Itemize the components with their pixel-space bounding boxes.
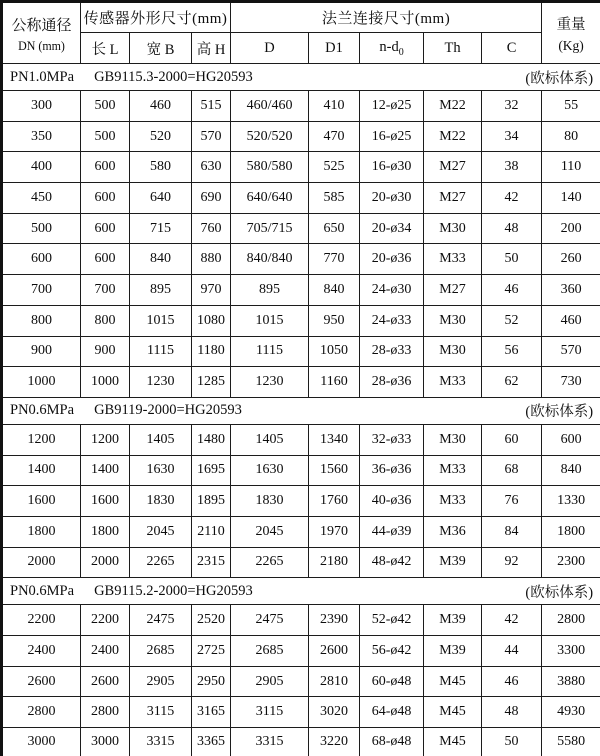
table-cell: 140: [542, 183, 600, 214]
table-cell: 1830: [231, 486, 309, 517]
table-cell: 84: [482, 516, 542, 547]
table-cell: 1015: [231, 305, 309, 336]
table-cell: 28-ø36: [360, 367, 424, 398]
table-cell: 350: [2, 121, 81, 152]
table-cell: 1000: [81, 367, 130, 398]
table-cell: 2265: [231, 547, 309, 578]
table-cell: 1630: [231, 455, 309, 486]
table-row: [2, 121, 600, 152]
group-header-sensor-dimensions: 传感器外形尺寸(mm): [81, 2, 231, 33]
table-cell: 2180: [309, 547, 360, 578]
table-row: [2, 605, 600, 636]
table-row: [2, 486, 600, 517]
table-cell: 2600: [2, 666, 81, 697]
table-cell: 690: [192, 183, 231, 214]
table-cell: 580: [130, 152, 192, 183]
table-cell: 2110: [192, 516, 231, 547]
col-header-height: 高 H: [192, 33, 231, 64]
table-cell: 1285: [192, 367, 231, 398]
table-cell: 3220: [309, 728, 360, 756]
table-cell: 52: [482, 305, 542, 336]
table-row: [2, 455, 600, 486]
table-cell: 500: [2, 213, 81, 244]
table-cell: 4930: [542, 697, 600, 728]
table-cell: 460: [130, 91, 192, 122]
table-cell: 1970: [309, 516, 360, 547]
table-cell: M45: [424, 728, 482, 756]
table-cell: 3300: [542, 636, 600, 667]
table-cell: M33: [424, 244, 482, 275]
table-cell: 46: [482, 666, 542, 697]
table-cell: 1340: [309, 424, 360, 455]
table-cell: 840: [542, 455, 600, 486]
table-cell: 705/715: [231, 213, 309, 244]
table-cell: 1200: [81, 424, 130, 455]
table-cell: 16-ø25: [360, 121, 424, 152]
table-cell: 28-ø33: [360, 336, 424, 367]
table-cell: M22: [424, 121, 482, 152]
table-cell: 55: [542, 91, 600, 122]
table-cell: 3020: [309, 697, 360, 728]
table-cell: 520/520: [231, 121, 309, 152]
table-cell: 42: [482, 183, 542, 214]
table-cell: M39: [424, 636, 482, 667]
table-cell: 585: [309, 183, 360, 214]
table-cell: 3115: [130, 697, 192, 728]
table-cell: M36: [424, 516, 482, 547]
table-cell: 50: [482, 244, 542, 275]
table-cell: 46: [482, 275, 542, 306]
section-header-cell: [2, 64, 600, 91]
table-cell: 1000: [2, 367, 81, 398]
table-row: [2, 305, 600, 336]
table-row: [2, 547, 600, 578]
table-cell: 80: [542, 121, 600, 152]
table-cell: 3315: [231, 728, 309, 756]
table-cell: 48-ø42: [360, 547, 424, 578]
table-cell: 2300: [542, 547, 600, 578]
table-cell: 62: [482, 367, 542, 398]
table-cell: 2000: [2, 547, 81, 578]
table-cell: 2045: [130, 516, 192, 547]
table-cell: 20-ø30: [360, 183, 424, 214]
table-cell: M45: [424, 666, 482, 697]
table-cell: 2265: [130, 547, 192, 578]
table-cell: 1180: [192, 336, 231, 367]
table-cell: 525: [309, 152, 360, 183]
table-cell: 24-ø33: [360, 305, 424, 336]
table-cell: 895: [130, 275, 192, 306]
table-cell: 44-ø39: [360, 516, 424, 547]
table-cell: 56: [482, 336, 542, 367]
table-cell: 2800: [81, 697, 130, 728]
table-cell: 800: [2, 305, 81, 336]
table-cell: 2520: [192, 605, 231, 636]
table-row: [2, 152, 600, 183]
table-cell: M33: [424, 367, 482, 398]
table-cell: 1630: [130, 455, 192, 486]
section-standard-code: GB9119-2000=HG20593: [94, 402, 242, 419]
table-cell: 3000: [2, 728, 81, 756]
section-pressure-rating: PN0.6MPa: [10, 582, 75, 599]
table-cell: 20-ø36: [360, 244, 424, 275]
table-cell: 760: [192, 213, 231, 244]
table-cell: 60: [482, 424, 542, 455]
table-cell: 2200: [81, 605, 130, 636]
table-cell: 700: [2, 275, 81, 306]
table-cell: M39: [424, 547, 482, 578]
table-cell: 840: [130, 244, 192, 275]
table-cell: 600: [81, 183, 130, 214]
table-cell: 950: [309, 305, 360, 336]
table-cell: 895: [231, 275, 309, 306]
table-cell: 12-ø25: [360, 91, 424, 122]
table-cell: 5580: [542, 728, 600, 756]
table-row: [2, 424, 600, 455]
section-standard-code: GB9115.2-2000=HG20593: [94, 582, 253, 599]
table-cell: 600: [542, 424, 600, 455]
table-cell: 640: [130, 183, 192, 214]
table-cell: M30: [424, 336, 482, 367]
table-cell: 715: [130, 213, 192, 244]
table-cell: 40-ø36: [360, 486, 424, 517]
table-cell: 400: [2, 152, 81, 183]
table-cell: 570: [192, 121, 231, 152]
table-cell: 515: [192, 91, 231, 122]
table-cell: 1800: [2, 516, 81, 547]
table-cell: 200: [542, 213, 600, 244]
table-cell: 52-ø42: [360, 605, 424, 636]
table-cell: 880: [192, 244, 231, 275]
table-cell: 2400: [2, 636, 81, 667]
table-cell: 32-ø33: [360, 424, 424, 455]
table-cell: 900: [2, 336, 81, 367]
section-pressure-rating: PN1.0MPa: [10, 68, 75, 85]
col-header-dn: [2, 2, 81, 64]
table-cell: 3165: [192, 697, 231, 728]
table-cell: 2600: [81, 666, 130, 697]
table-cell: M27: [424, 183, 482, 214]
table-cell: 360: [542, 275, 600, 306]
table-cell: M30: [424, 305, 482, 336]
table-cell: M27: [424, 152, 482, 183]
section-standard-note: (欧标体系): [525, 70, 594, 87]
table-cell: 640/640: [231, 183, 309, 214]
table-header: [2, 2, 600, 64]
table-cell: 1115: [231, 336, 309, 367]
table-cell: 2600: [309, 636, 360, 667]
table-cell: 2400: [81, 636, 130, 667]
table-cell: M22: [424, 91, 482, 122]
col-header-nd0: [360, 33, 424, 64]
section-header-row: [2, 64, 600, 91]
table-cell: 64-ø48: [360, 697, 424, 728]
table-cell: 460: [542, 305, 600, 336]
table-cell: 92: [482, 547, 542, 578]
table-cell: 24-ø30: [360, 275, 424, 306]
nd0-subscript: 0: [398, 46, 404, 58]
col-header-length: 长 L: [81, 33, 130, 64]
table-cell: 2200: [2, 605, 81, 636]
table-cell: 1400: [2, 455, 81, 486]
table-cell: 60-ø48: [360, 666, 424, 697]
col-header-c: C: [482, 33, 542, 64]
table-cell: 580/580: [231, 152, 309, 183]
table-cell: 1330: [542, 486, 600, 517]
table-cell: M27: [424, 275, 482, 306]
table-cell: 450: [2, 183, 81, 214]
table-cell: 34: [482, 121, 542, 152]
table-cell: 970: [192, 275, 231, 306]
weight-label-unit: (Kg): [558, 37, 584, 53]
table-cell: 1560: [309, 455, 360, 486]
table-cell: 1115: [130, 336, 192, 367]
table-cell: 1830: [130, 486, 192, 517]
table-cell: 570: [542, 336, 600, 367]
table-cell: 500: [81, 121, 130, 152]
table-cell: 2905: [130, 666, 192, 697]
table-row: [2, 336, 600, 367]
table-cell: 2475: [130, 605, 192, 636]
table-cell: M30: [424, 213, 482, 244]
table-cell: 20-ø34: [360, 213, 424, 244]
table-cell: 2905: [231, 666, 309, 697]
table-cell: 1405: [130, 424, 192, 455]
col-header-d: D: [231, 33, 309, 64]
table-cell: 2810: [309, 666, 360, 697]
table-cell: 600: [2, 244, 81, 275]
table-cell: 900: [81, 336, 130, 367]
section-standard-note: (欧标体系): [525, 584, 594, 601]
table-row: [2, 275, 600, 306]
table-cell: 410: [309, 91, 360, 122]
table-cell: 700: [81, 275, 130, 306]
table-cell: 1015: [130, 305, 192, 336]
table-cell: 3365: [192, 728, 231, 756]
table-cell: M33: [424, 455, 482, 486]
section-header-row: [2, 397, 600, 424]
table-cell: 36-ø36: [360, 455, 424, 486]
table-cell: 2800: [2, 697, 81, 728]
section-standard-code: GB9115.3-2000=HG20593: [94, 68, 253, 85]
table-cell: 1230: [130, 367, 192, 398]
table-cell: 42: [482, 605, 542, 636]
table-row: [2, 367, 600, 398]
table-cell: 1405: [231, 424, 309, 455]
table-row: [2, 666, 600, 697]
table-cell: 1600: [81, 486, 130, 517]
table-cell: 110: [542, 152, 600, 183]
table-cell: 840: [309, 275, 360, 306]
table-cell: 1760: [309, 486, 360, 517]
table-cell: 1480: [192, 424, 231, 455]
table-cell: 1080: [192, 305, 231, 336]
table-cell: 460/460: [231, 91, 309, 122]
table-cell: 2725: [192, 636, 231, 667]
table-cell: 800: [81, 305, 130, 336]
table-cell: 1400: [81, 455, 130, 486]
header-row-groups: [2, 2, 600, 33]
table-cell: 2000: [81, 547, 130, 578]
table-cell: 38: [482, 152, 542, 183]
table-row: [2, 91, 600, 122]
table-row: [2, 183, 600, 214]
table-cell: 56-ø42: [360, 636, 424, 667]
table-cell: 48: [482, 697, 542, 728]
table-row: [2, 728, 600, 756]
table-row: [2, 213, 600, 244]
table-cell: 1230: [231, 367, 309, 398]
table-cell: 16-ø30: [360, 152, 424, 183]
table-cell: 600: [81, 152, 130, 183]
table-cell: 2800: [542, 605, 600, 636]
table-cell: 470: [309, 121, 360, 152]
table-cell: 48: [482, 213, 542, 244]
section-pressure-rating: PN0.6MPa: [10, 402, 75, 419]
table-cell: 68-ø48: [360, 728, 424, 756]
table-cell: 600: [81, 213, 130, 244]
table-cell: 520: [130, 121, 192, 152]
col-header-width: 宽 B: [130, 33, 192, 64]
table-cell: 3880: [542, 666, 600, 697]
section-standard-note: (欧标体系): [525, 404, 594, 421]
table-cell: 600: [81, 244, 130, 275]
table-cell: 300: [2, 91, 81, 122]
table-cell: 770: [309, 244, 360, 275]
table-cell: 1800: [542, 516, 600, 547]
table-cell: 2685: [130, 636, 192, 667]
table-cell: M45: [424, 697, 482, 728]
table-row: [2, 697, 600, 728]
table-cell: 2045: [231, 516, 309, 547]
weight-label-cn: 重量: [556, 16, 586, 33]
table-cell: M30: [424, 424, 482, 455]
table-cell: 1800: [81, 516, 130, 547]
table-row: [2, 244, 600, 275]
table-cell: 730: [542, 367, 600, 398]
section-header-cell: [2, 578, 600, 605]
group-header-flange-dimensions: 法兰连接尺寸(mm): [231, 2, 542, 33]
table-cell: 1050: [309, 336, 360, 367]
col-header-d1: D1: [309, 33, 360, 64]
table-cell: 2390: [309, 605, 360, 636]
table-cell: 260: [542, 244, 600, 275]
col-header-th: Th: [424, 33, 482, 64]
table-cell: 1600: [2, 486, 81, 517]
nd0-base: n-d: [379, 38, 399, 55]
table-cell: 3000: [81, 728, 130, 756]
table-row: [2, 516, 600, 547]
table-cell: 50: [482, 728, 542, 756]
table-cell: 630: [192, 152, 231, 183]
table-row: [2, 636, 600, 667]
table-cell: M33: [424, 486, 482, 517]
table-cell: 500: [81, 91, 130, 122]
dn-label-cn: 公称通径: [11, 18, 72, 35]
table-cell: 32: [482, 91, 542, 122]
table-cell: 2685: [231, 636, 309, 667]
table-cell: 1200: [2, 424, 81, 455]
table-cell: M39: [424, 605, 482, 636]
header-row-subcolumns: [2, 33, 600, 64]
table-cell: 840/840: [231, 244, 309, 275]
table-cell: 2950: [192, 666, 231, 697]
table-cell: 1895: [192, 486, 231, 517]
table-cell: 2315: [192, 547, 231, 578]
table-cell: 44: [482, 636, 542, 667]
table-cell: 1160: [309, 367, 360, 398]
table-cell: 3315: [130, 728, 192, 756]
table-cell: 76: [482, 486, 542, 517]
col-header-weight: [542, 2, 600, 64]
table-cell: 2475: [231, 605, 309, 636]
table-cell: 650: [309, 213, 360, 244]
section-header-row: [2, 578, 600, 605]
dn-label-unit: DN (mm): [18, 37, 65, 53]
table-body: [2, 64, 600, 756]
table-cell: 3115: [231, 697, 309, 728]
table-cell: 1695: [192, 455, 231, 486]
table-cell: 68: [482, 455, 542, 486]
section-header-cell: [2, 397, 600, 424]
